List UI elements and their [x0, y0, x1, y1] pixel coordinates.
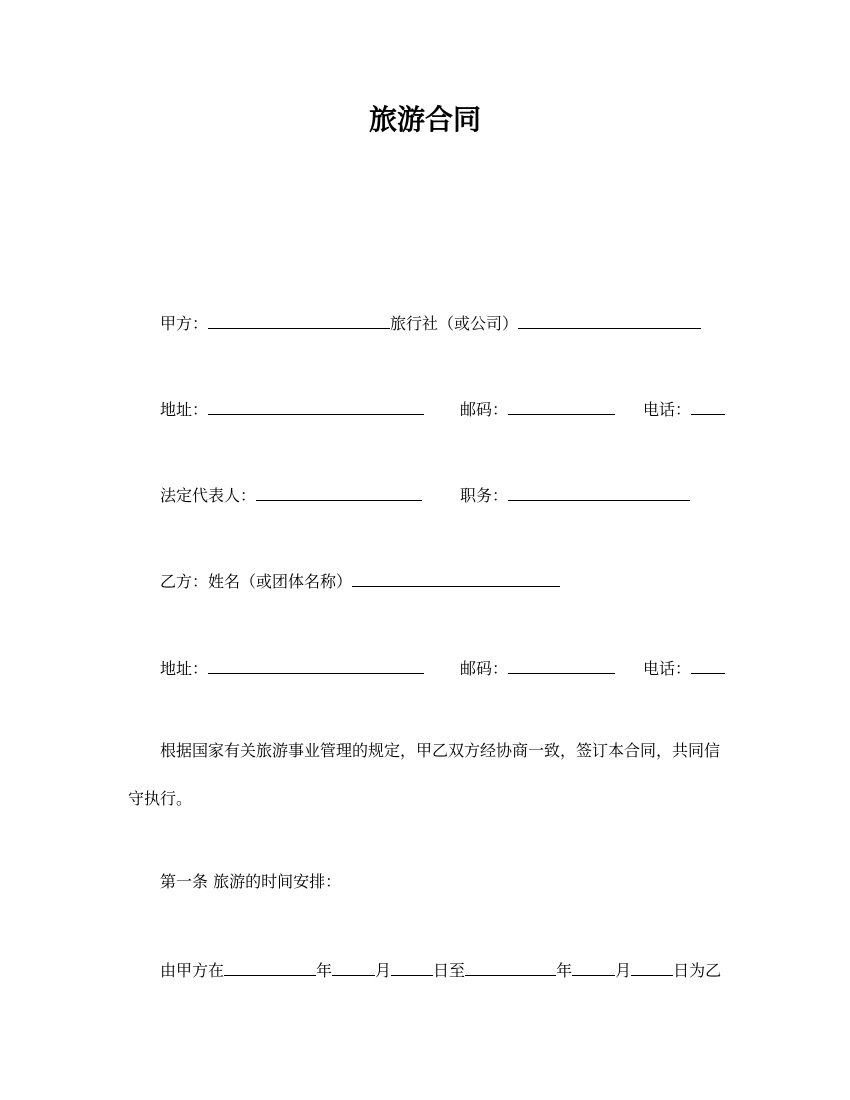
end-day-blank[interactable]: [631, 957, 673, 976]
legal-rep-blank[interactable]: [256, 482, 422, 501]
party-a-address-blank[interactable]: [208, 396, 424, 415]
article-1-text: [160, 957, 721, 981]
party-a-line: [160, 310, 701, 334]
party-b-name-blank[interactable]: [352, 568, 560, 587]
party-a-address-group: [160, 396, 424, 422]
end-month-blank[interactable]: [572, 957, 615, 976]
start-day-blank[interactable]: [391, 957, 433, 976]
party-a-postcode-blank[interactable]: [508, 396, 615, 415]
party-b-phone-group: [643, 655, 725, 681]
party-a-phone-blank[interactable]: [691, 396, 725, 415]
position-label: 职务：: [460, 486, 509, 505]
month-label: 月: [375, 961, 392, 980]
end-year-blank[interactable]: [465, 957, 556, 976]
party-b-address-blank[interactable]: [208, 655, 424, 674]
party-a-phone-group: [643, 396, 725, 422]
day-to-label: 日至: [433, 961, 466, 980]
position-blank[interactable]: [508, 482, 690, 501]
month2-label: 月: [615, 961, 632, 980]
postcode-label: 邮码：: [460, 659, 509, 678]
party-b-postcode-blank[interactable]: [508, 655, 615, 674]
article-1-heading: 第一条 旅游的时间安排：: [160, 872, 342, 891]
party-b-address-line: [160, 655, 730, 679]
agency-label: 旅行社（或公司）: [390, 314, 519, 333]
legal-rep-line: [160, 482, 730, 506]
party-a-name-blank[interactable]: [208, 310, 390, 329]
preamble-paragraph: 根据国家有关旅游事业管理的规定，甲乙双方经协商一致，签订本合同，共同信守执行。: [128, 741, 721, 808]
agency-name-blank[interactable]: [518, 310, 701, 329]
party-b-label: 乙方：姓名（或团体名称）: [160, 572, 353, 591]
document-title: 旅游合同: [368, 103, 481, 136]
article-1-prefix: 由甲方在: [160, 961, 225, 980]
address-label: 地址：: [160, 400, 209, 419]
phone-label: 电话：: [643, 400, 692, 419]
party-b-phone-blank[interactable]: [691, 655, 725, 674]
start-year-blank[interactable]: [224, 957, 316, 976]
legal-rep-group: [160, 482, 422, 508]
year-label: 年: [316, 961, 333, 980]
party-b-postcode-group: [460, 655, 615, 681]
address-label: 地址：: [160, 659, 209, 678]
party-a-postcode-group: [460, 396, 615, 422]
article-1-suffix: 日为乙: [673, 961, 722, 980]
legal-rep-label: 法定代表人：: [160, 486, 257, 505]
party-b-line: [160, 568, 560, 592]
postcode-label: 邮码：: [460, 400, 509, 419]
start-month-blank[interactable]: [332, 957, 375, 976]
party-b-address-group: [160, 655, 424, 681]
year2-label: 年: [556, 961, 573, 980]
position-group: [460, 482, 690, 508]
phone-label: 电话：: [643, 659, 692, 678]
party-a-label: 甲方：: [160, 314, 209, 333]
party-a-address-line: [160, 396, 730, 420]
